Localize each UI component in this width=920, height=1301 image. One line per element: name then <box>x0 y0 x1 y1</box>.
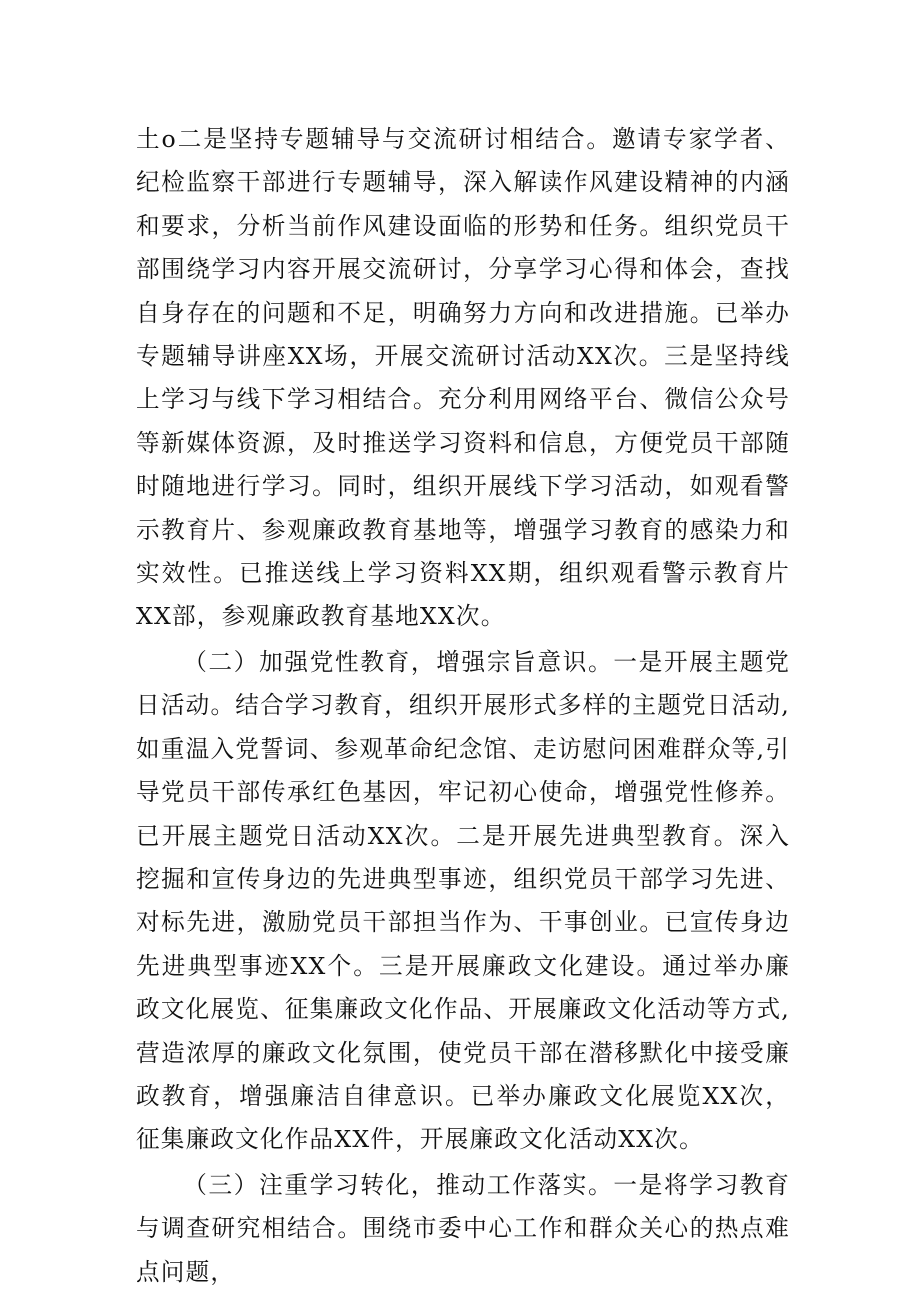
paragraph-study-transformation: （三）注重学习转化，推动工作落实。一是将学习教育与调查研究相结合。围绕市委中心工作和群众关心的热点难点问题， <box>136 1170 790 1286</box>
paragraph-study-methods: 土o二是坚持专题辅导与交流研讨相结合。邀请专家学者、纪检监察干部进行专题辅导，深入解读作风建设精神的内涵和要求，分析当前作风建设面临的形势和任务。组织党员干部围绕学习内容开展交流研讨，分享学习心得和体会，查找自身存在的问题和不足，明确努力方向和改进措施。已举办专题辅导讲座XX场，开展交流研讨活动XX次。三是坚持线上学习与线下学习相结合。充分利用网络平台、微信公众号等新媒体资源，及时推送学习资料和信息，方便党员干部随时随地进行学习。同时，组织开展线下学习活动，如观看警示教育片、参观廉政教育基地等，增强学习教育的感染力和实效性。已推送线上学习资料XX期，组织观看警示教育片XX部，参观廉政教育基地XX次。 <box>136 125 790 631</box>
paragraph-party-education: （二）加强党性教育，增强宗旨意识。一是开展主题党日活动。结合学习教育，组织开展形式多样的主题党日活动,如重温入党誓词、参观革命纪念馆、走访慰问困难群众等,引导党员干部传承红色基因，牢记初心使命，增强党性修养。已开展主题党日活动XX次。二是开展先进典型教育。深入挖掘和宣传身边的先进典型事迹，组织党员干部学习先进、对标先进，激励党员干部担当作为、干事创业。已宣传身边先进典型事迹XX个。三是开展廉政文化建设。通过举办廉政文化展览、征集廉政文化作品、开展廉政文化活动等方式,营造浓厚的廉政文化氛围，使党员干部在潜移默化中接受廉政教育，增强廉洁自律意识。已举办廉政文化展览XX次，征集廉政文化作品XX件，开展廉政文化活动XX次。 <box>136 647 790 1154</box>
document-body <box>136 118 790 1296</box>
